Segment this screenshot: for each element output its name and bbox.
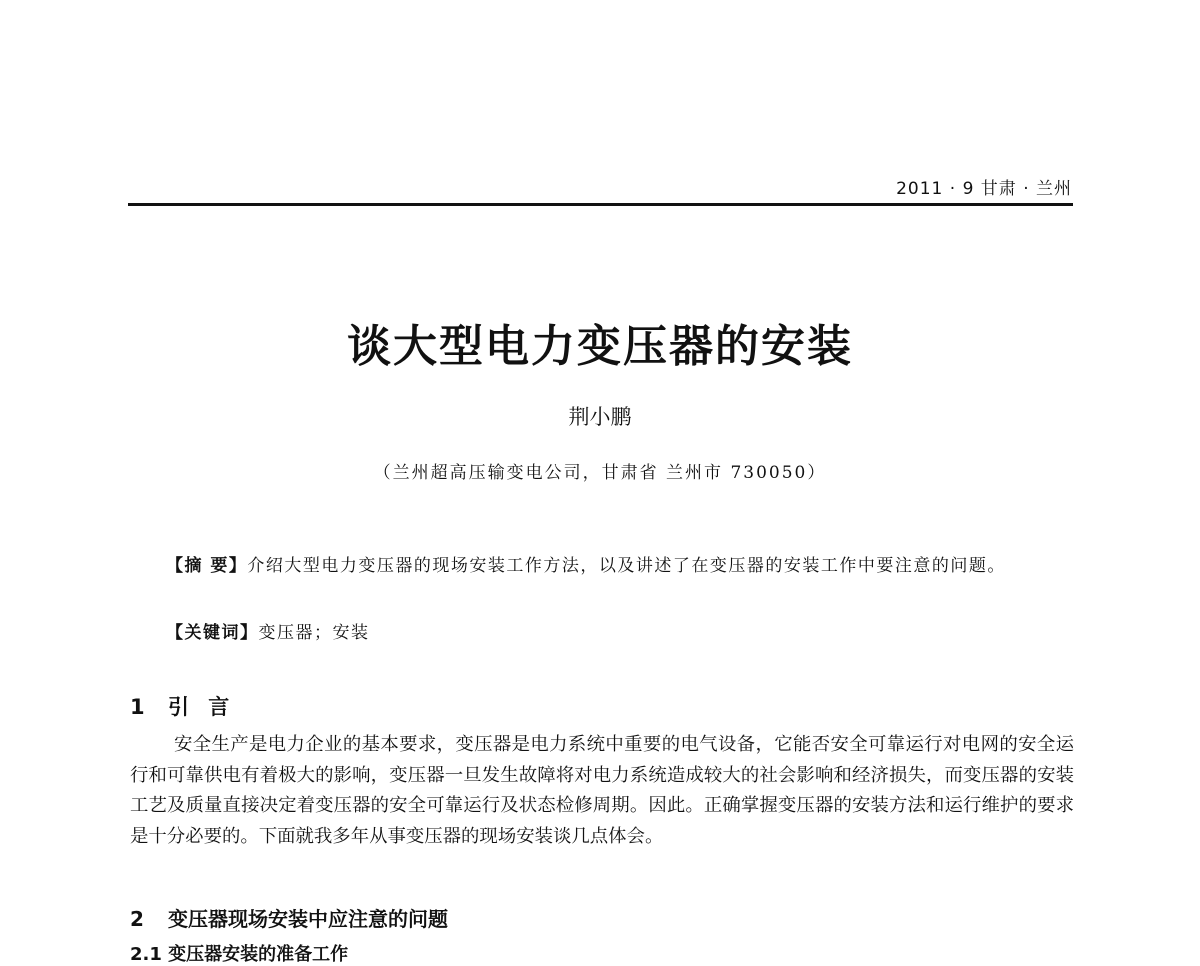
section-number: 2 xyxy=(130,907,144,931)
subsection-heading: 2.1 变压器安装的准备工作 xyxy=(130,944,349,965)
abstract-label: 【摘 要】 xyxy=(166,556,248,576)
author-name: 荆小鹏 xyxy=(568,405,632,429)
abstract xyxy=(130,551,1070,581)
section-number: 1 xyxy=(130,695,151,719)
author-affiliation: （兰州超高压输变电公司，甘肃省 兰州市 730050） xyxy=(373,463,827,483)
section-title: 变压器现场安装中应注意的问题 xyxy=(168,907,448,931)
paper-title: 谈大型电力变压器的安装 xyxy=(347,321,853,372)
section-title: 引 言 xyxy=(168,695,236,719)
keywords-text: 变压器；安装 xyxy=(258,623,370,643)
header-rule xyxy=(128,203,1073,206)
section-heading-installation-issues xyxy=(130,903,448,932)
running-header: 2011 · 9 甘肃 · 兰州 xyxy=(896,179,1072,199)
section-heading-introduction xyxy=(130,691,235,721)
keywords xyxy=(166,618,370,643)
abstract-text: 介绍大型电力变压器的现场安装工作方法，以及讲述了在变压器的安装工作中要注意的问题。 xyxy=(247,556,1006,576)
introduction-paragraph: 安全生产是电力企业的基本要求，变压器是电力系统中重要的电气设备，它能否安全可靠运行对电网的安全运行和可靠供电有着极大的影响，变压器一旦发生故障将对电力系统造成较大的社会影响和经济损失，而变压器的安装工艺及质量直接决定着变压器的安全可靠运行及状态检修周期。因此。正确掌握变压器的安装方法和运行维护的要求是十分必要的。下面就我多年从事变压器的现场安装谈几点体会。 xyxy=(130,734,1074,847)
keywords-label: 【关键词】 xyxy=(166,623,259,643)
